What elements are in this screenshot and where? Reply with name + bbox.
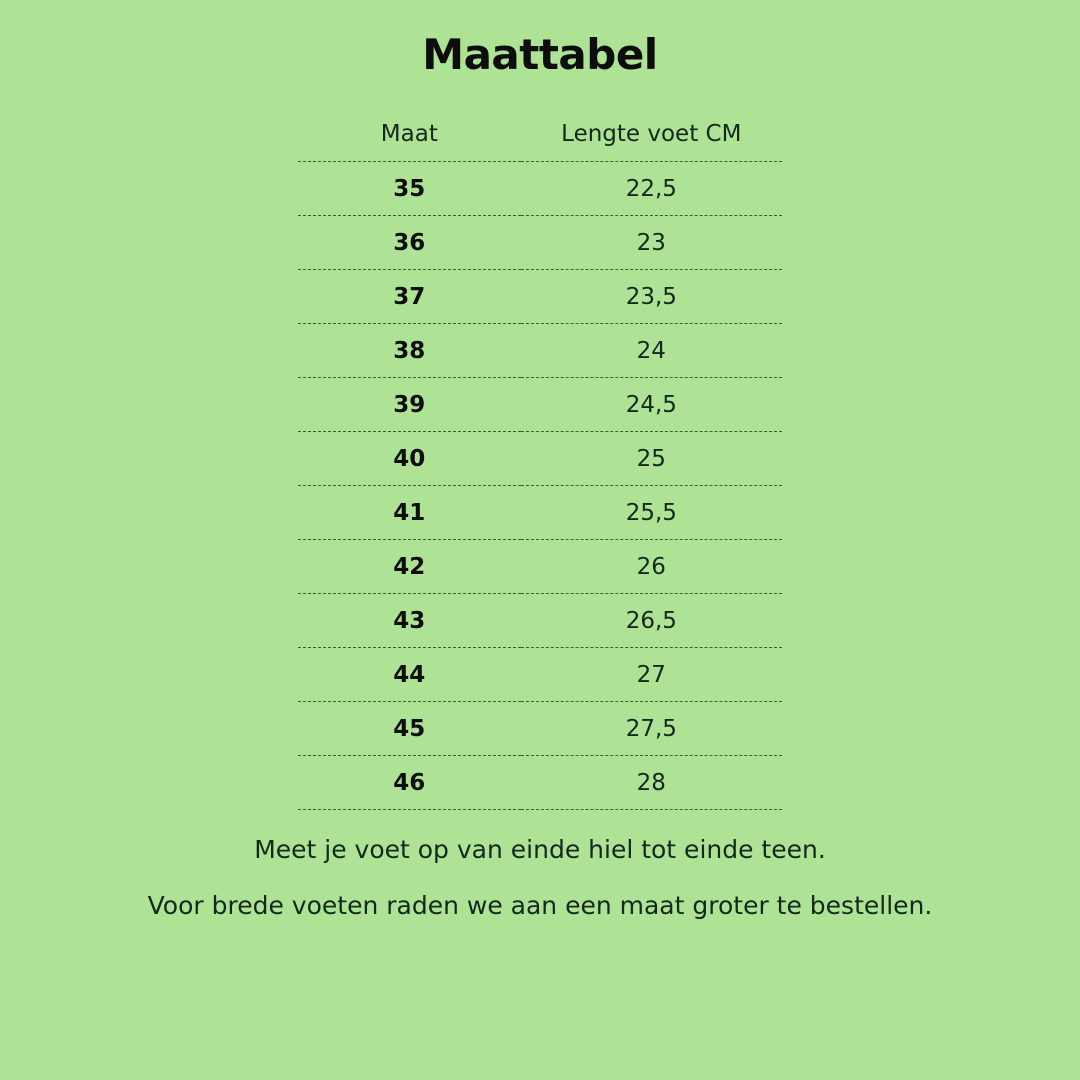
cell-maat: 38 — [393, 338, 426, 364]
table-row — [298, 432, 782, 486]
note-wide-feet-advice: Voor brede voeten raden we aan een maat groter te bestellen. — [147, 890, 933, 920]
cell-lengte: 25,5 — [625, 500, 677, 526]
cell-lengte: 26 — [636, 554, 666, 580]
cell-lengte: 27,5 — [625, 716, 677, 742]
cell-lengte: 24 — [636, 338, 666, 364]
table-header-row — [298, 121, 782, 162]
table-row — [298, 486, 782, 540]
table-row — [298, 324, 782, 378]
cell-maat: 37 — [393, 284, 426, 310]
cell-lengte: 22,5 — [625, 176, 677, 202]
cell-maat: 41 — [393, 500, 426, 526]
cell-lengte: 23,5 — [625, 284, 677, 310]
note-measure-instruction: Meet je voet op van einde hiel tot einde teen. — [254, 835, 826, 864]
cell-lengte: 23 — [636, 230, 666, 256]
cell-maat: 39 — [393, 392, 426, 418]
size-table-head — [298, 121, 782, 162]
cell-lengte: 24,5 — [625, 392, 677, 418]
cell-lengte: 26,5 — [625, 608, 677, 634]
notes-section — [0, 836, 1080, 947]
cell-maat: 45 — [393, 716, 426, 742]
size-table-wrapper — [298, 121, 782, 810]
column-header-maat: Maat — [380, 121, 438, 147]
cell-lengte: 25 — [636, 446, 666, 472]
cell-lengte: 27 — [636, 662, 666, 688]
table-row — [298, 162, 782, 216]
cell-maat: 44 — [393, 662, 426, 688]
size-table-body — [298, 162, 782, 810]
table-row — [298, 270, 782, 324]
cell-maat: 40 — [393, 446, 426, 472]
table-row — [298, 540, 782, 594]
column-header-lengte: Lengte voet CM — [561, 121, 742, 147]
cell-maat: 36 — [393, 230, 426, 256]
cell-lengte: 28 — [636, 770, 666, 796]
table-row — [298, 378, 782, 432]
table-row — [298, 756, 782, 810]
table-row — [298, 594, 782, 648]
table-row — [298, 648, 782, 702]
cell-maat: 35 — [393, 176, 426, 202]
table-row — [298, 702, 782, 756]
size-table — [298, 121, 782, 810]
cell-maat: 46 — [393, 770, 426, 796]
cell-maat: 43 — [393, 608, 426, 634]
page-title: Maattabel — [422, 30, 658, 79]
table-row — [298, 216, 782, 270]
cell-maat: 42 — [393, 554, 426, 580]
